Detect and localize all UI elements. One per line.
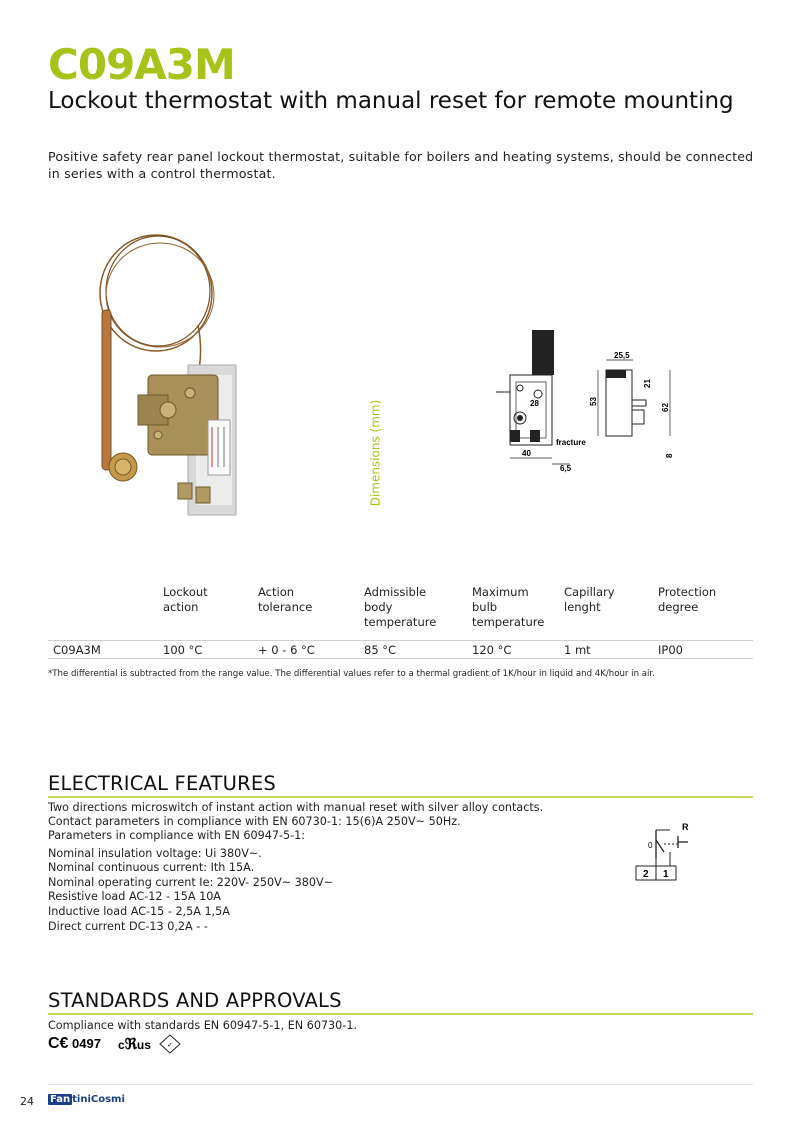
electrical-line: Direct current DC-13 0,2A - -	[48, 920, 208, 933]
dimensions-label-text: Dimensions (mm)	[368, 399, 383, 507]
ce-mark-icon: C€	[48, 1035, 69, 1052]
dimensions-label	[366, 400, 398, 520]
cell-body-temp: 85 °C	[364, 643, 397, 657]
schematic-reset-label: R	[682, 822, 689, 832]
electrical-line: Nominal operating current Ie: 220V- 250V~ 380V~	[48, 876, 334, 889]
footer-rule	[48, 1084, 753, 1085]
page-number: 24	[20, 1095, 34, 1108]
electrical-heading: ELECTRICAL FEATURES	[48, 772, 276, 795]
dim-40: 40	[522, 449, 531, 458]
electrical-line: Two directions microswitch of instant action with manual reset with silver alloy contacts.	[48, 801, 544, 814]
electrical-line: Nominal continuous current: Ith 15A.	[48, 861, 255, 874]
electrical-line: Nominal insulation voltage: Ui 380V~.	[48, 847, 262, 860]
cell-tolerance: + 0 - 6 °C	[258, 643, 315, 657]
electrical-rule	[48, 796, 753, 798]
certification-marks	[48, 1032, 198, 1054]
dim-62: 62	[661, 403, 670, 412]
standards-text: Compliance with standards EN 60947-5-1, EN 60730-1.	[48, 1019, 358, 1032]
schematic-terminal-2: 2	[643, 869, 649, 880]
table-bottom-rule	[48, 658, 753, 659]
dimension-drawing	[490, 330, 690, 480]
table-footnote: *The differential is subtracted from the range value. The differential values refer to a thermal gradient of 1K/hour in liquid and 4K/hour in air.	[48, 669, 655, 679]
dim-53: 53	[589, 397, 598, 406]
table-top-rule	[48, 640, 753, 641]
schematic-zero-label: 0	[648, 841, 653, 850]
electrical-line: Parameters in compliance with EN 60947-5-1:	[48, 829, 306, 842]
intro-paragraph: Positive safety rear panel lockout thermostat, suitable for boilers and heating systems, should be connected in series with a control thermostat.	[48, 149, 754, 181]
electrical-line: Inductive load AC-15 - 2,5A 1,5A	[48, 905, 230, 918]
dim-6-5: 6,5	[560, 464, 572, 473]
dim-21: 21	[643, 379, 652, 388]
electrical-line: Resistive load AC-12 - 15A 10A	[48, 890, 221, 903]
thermostat-photo	[78, 215, 270, 537]
header-bulb-temp: Maximum bulb temperature	[472, 585, 545, 629]
schematic-terminal-1: 1	[663, 869, 669, 880]
dim-25-5: 25,5	[614, 351, 630, 360]
cell-model: C09A3M	[53, 643, 101, 657]
page-subtitle: Lockout thermostat with manual reset for remote mounting	[48, 88, 734, 114]
header-body-temp: Admissible body temperature	[364, 585, 437, 629]
model-title: C09A3M	[48, 40, 235, 89]
electrical-line: Contact parameters in compliance with EN 60730-1: 15(6)A 250V~ 50Hz.	[48, 815, 461, 828]
switch-schematic	[634, 818, 704, 884]
fracture-label: fracture	[556, 438, 586, 447]
cell-capillary: 1 mt	[564, 643, 591, 657]
cell-lockout: 100 °C	[163, 643, 203, 657]
ce-number: 0497	[72, 1036, 101, 1051]
cell-bulb-temp: 120 °C	[472, 643, 512, 657]
dim-8: 8	[665, 453, 674, 458]
header-tolerance: Action tolerance	[258, 585, 313, 614]
standards-heading: STANDARDS AND APPROVALS	[48, 989, 342, 1012]
ul-mark-icon: cℜus	[118, 1036, 151, 1053]
header-protection: Protection degree	[658, 585, 717, 614]
dim-28: 28	[530, 399, 539, 408]
cell-protection: IP00	[658, 643, 683, 657]
standards-rule	[48, 1013, 753, 1015]
vde-mark-text: ✓	[167, 1042, 173, 1049]
header-capillary: Capillary lenght	[564, 585, 615, 614]
header-lockout: Lockout action	[163, 585, 208, 614]
brand-logo: Fan tiniCosmi	[50, 1094, 125, 1105]
